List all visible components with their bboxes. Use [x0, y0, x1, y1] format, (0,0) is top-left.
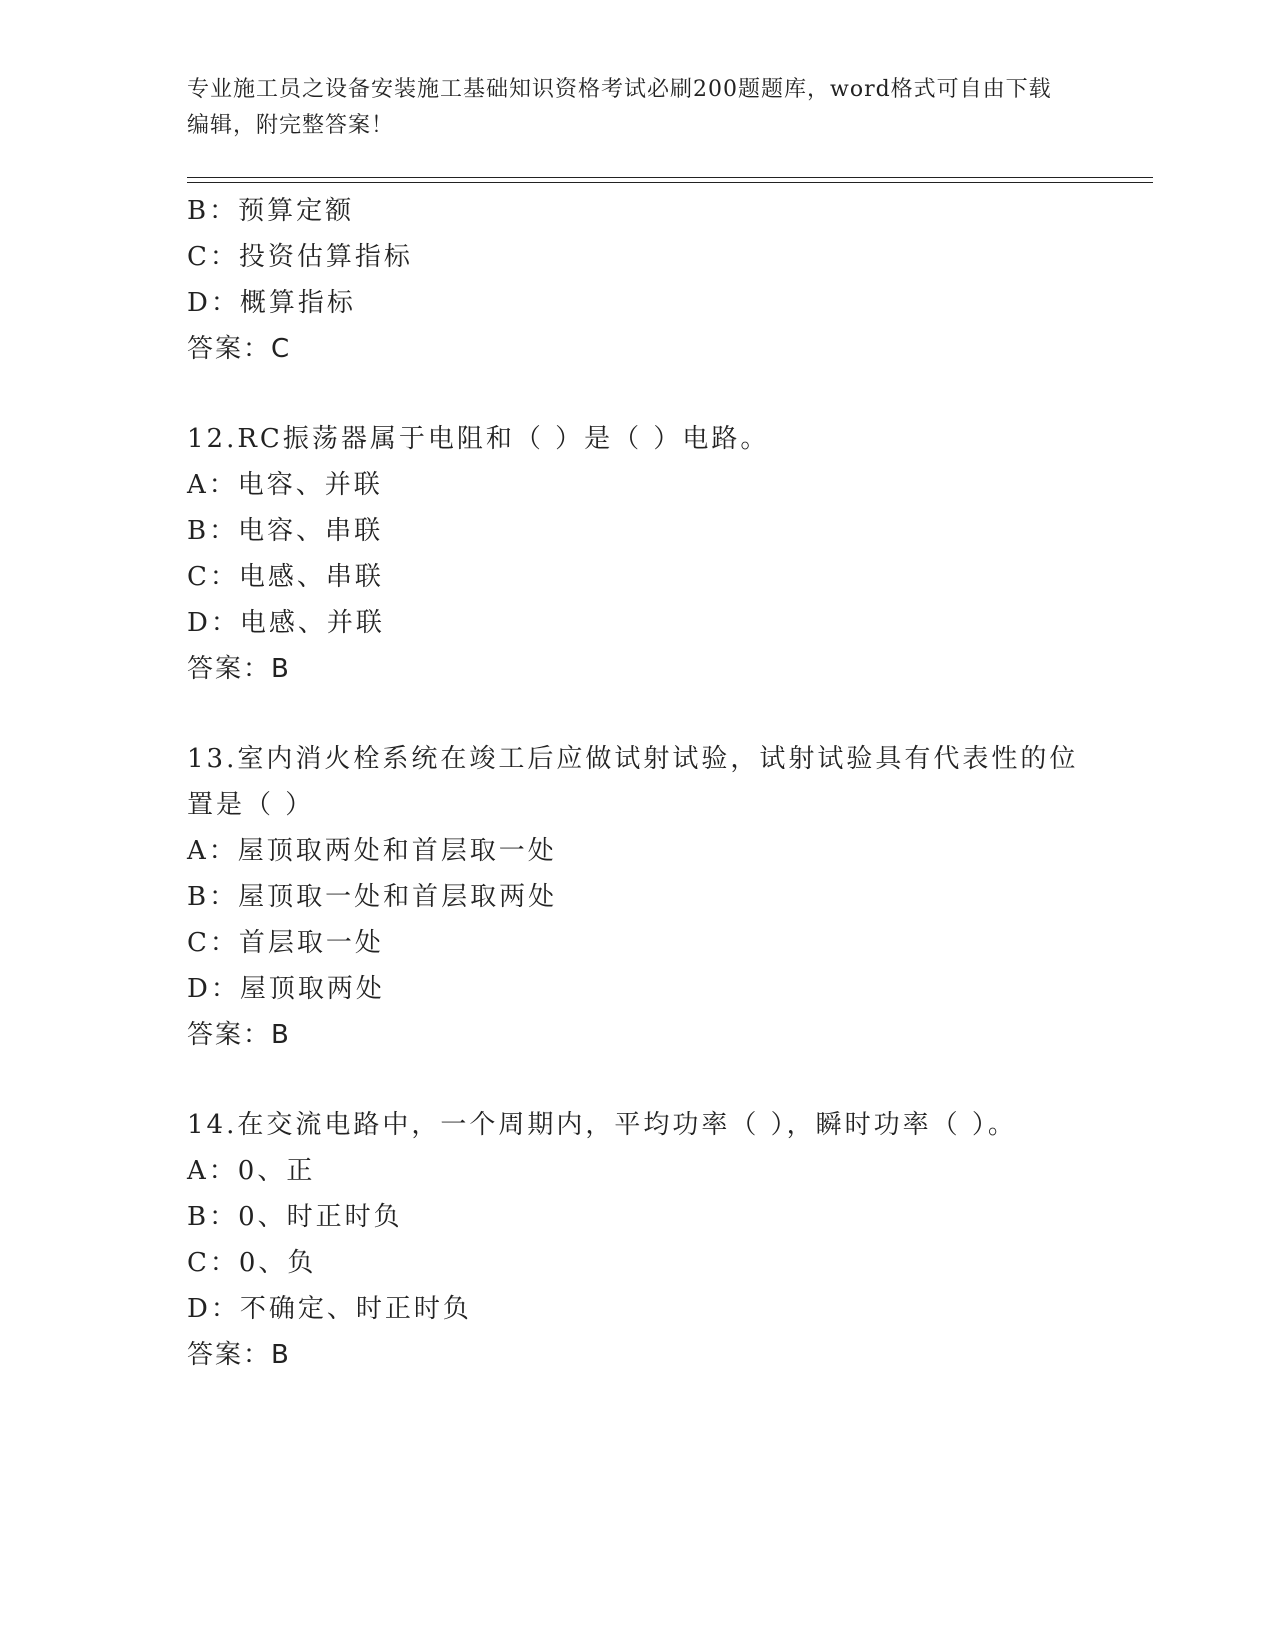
option-a: A：电容、并联 — [187, 470, 383, 500]
answer-line: 答案：C — [187, 334, 292, 364]
option-d: D：电感、并联 — [187, 608, 385, 638]
option-c: C：电感、串联 — [187, 562, 384, 592]
option-b: B：0、时正时负 — [187, 1202, 403, 1232]
option-c: C：0、负 — [187, 1248, 317, 1278]
answer-line: 答案：B — [187, 1020, 291, 1050]
question-block-14 — [187, 1102, 1087, 1378]
option-d: D：不确定、时正时负 — [187, 1294, 472, 1324]
option-b: B：电容、串联 — [187, 516, 384, 546]
header-divider-top — [187, 177, 1153, 178]
question-spacer — [187, 692, 1087, 736]
option-b: B：预算定额 — [187, 196, 355, 226]
option-c: C：首层取一处 — [187, 928, 384, 958]
question-block-partial — [187, 188, 1087, 372]
question-spacer — [187, 1058, 1087, 1102]
option-b: B：屋顶取一处和首层取两处 — [187, 882, 558, 912]
document-header: 专业施工员之设备安装施工基础知识资格考试必刷200题题库，word格式可自由下载编辑，附完整答案！ — [187, 77, 1052, 138]
header-divider-bottom — [187, 182, 1153, 183]
question-text: 14.在交流电路中，一个周期内，平均功率（ ），瞬时功率（ ）。 — [187, 1110, 1017, 1140]
option-d: D：屋顶取两处 — [187, 974, 385, 1004]
question-text: 13.室内消火栓系统在竣工后应做试射试验，试射试验具有代表性的位置是（ ） — [187, 744, 1079, 820]
question-spacer — [187, 372, 1087, 416]
question-text: 12.RC振荡器属于电阻和（ ）是（ ）电路。 — [187, 424, 770, 454]
question-block-13 — [187, 736, 1087, 1058]
option-d: D：概算指标 — [187, 288, 356, 318]
option-a: A：屋顶取两处和首层取一处 — [187, 836, 557, 866]
question-list — [187, 188, 1087, 1378]
option-c: C：投资估算指标 — [187, 242, 413, 272]
question-block-12 — [187, 416, 1087, 692]
answer-line: 答案：B — [187, 654, 291, 684]
answer-line: 答案：B — [187, 1340, 291, 1370]
option-a: A：0、正 — [187, 1156, 316, 1186]
